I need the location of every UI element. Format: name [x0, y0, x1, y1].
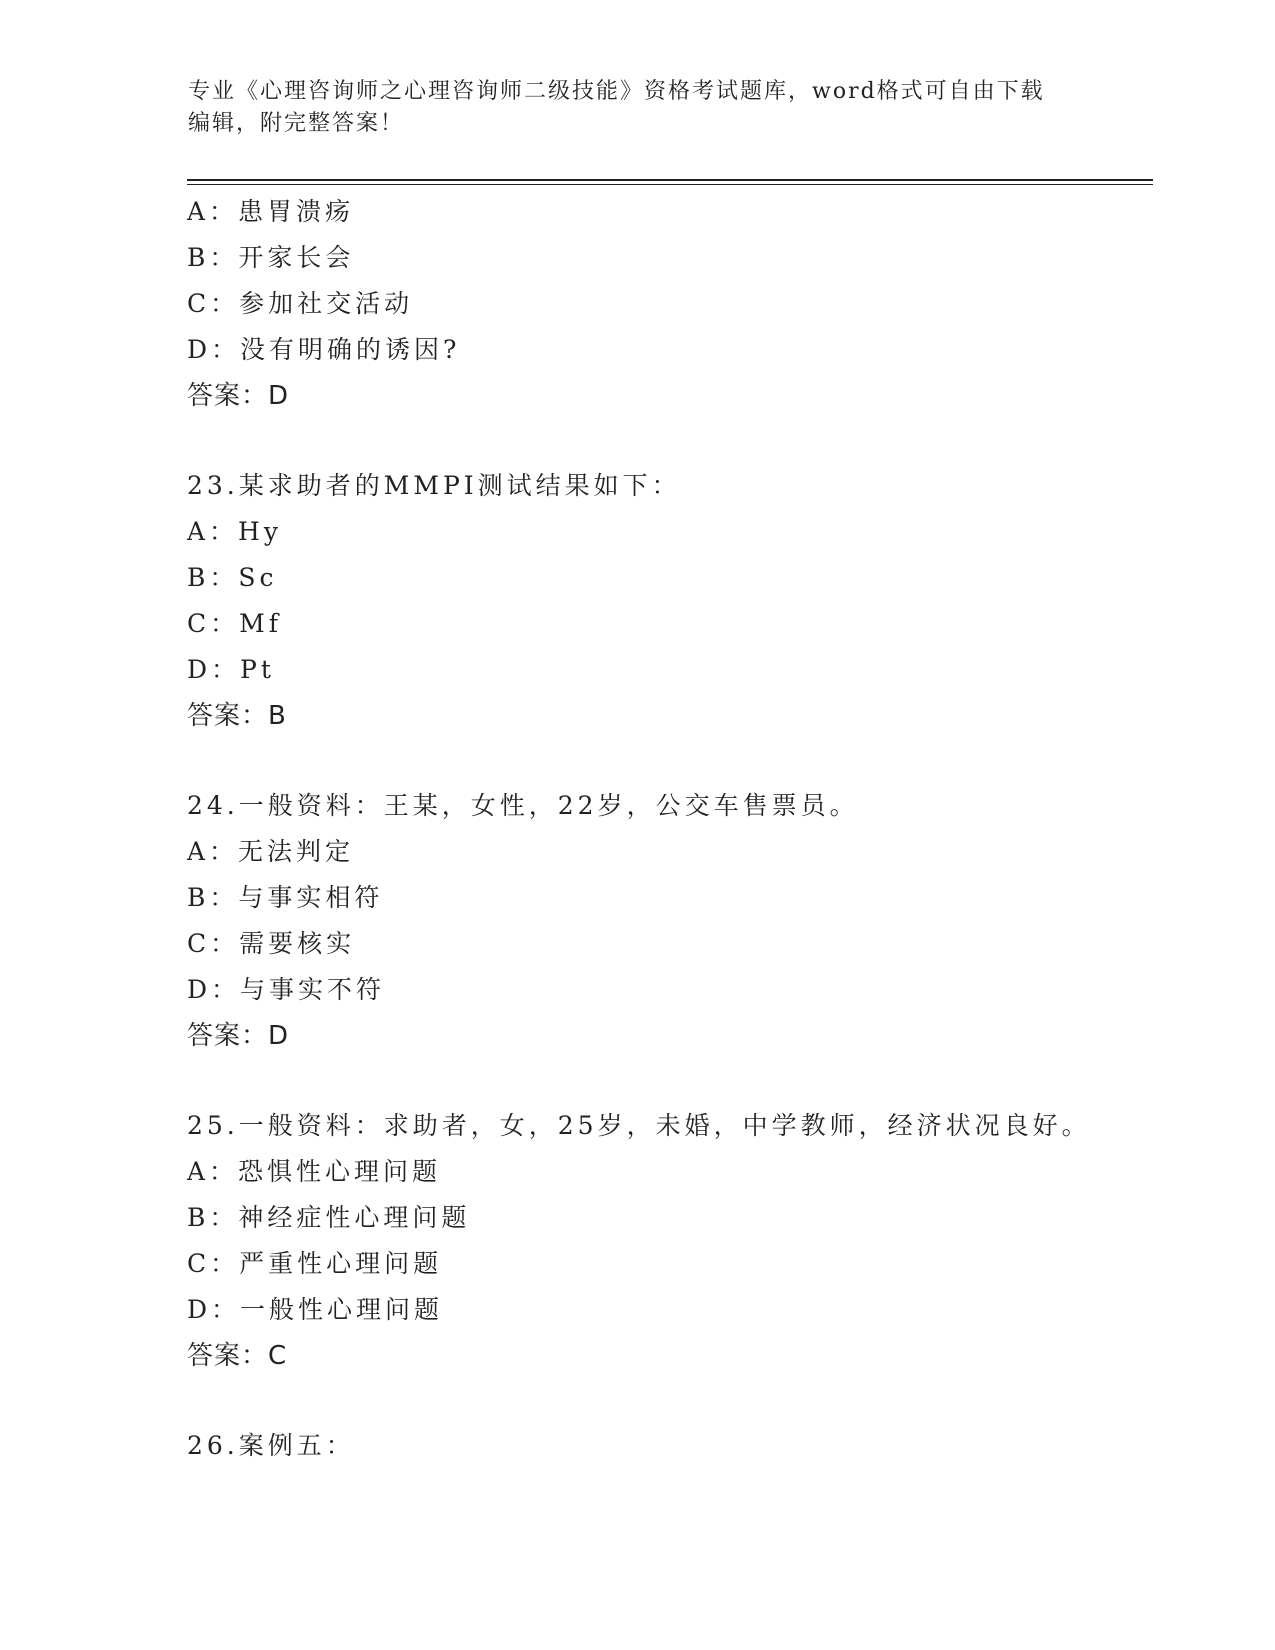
answer: 答案：D [187, 381, 290, 411]
option-b: B：与事实相符 [187, 883, 384, 912]
answer: 答案：B [187, 701, 287, 731]
header-rule-thick [187, 179, 1153, 181]
question-text: 26.案例五： [187, 1431, 355, 1460]
option-c: C：参加社交活动 [187, 289, 414, 318]
answer: 答案：C [187, 1341, 288, 1371]
option-b: B：神经症性心理问题 [187, 1203, 471, 1232]
spacer [187, 739, 1147, 783]
question-text: 23.某求助者的MMPI测试结果如下： [187, 471, 681, 500]
option-a: A：无法判定 [187, 837, 355, 866]
option-a: A：恐惧性心理问题 [187, 1157, 442, 1186]
question-text: 25.一般资料：求助者，女，25岁，未婚，中学教师，经济状况良好。 [187, 1111, 1091, 1140]
option-c: C：Mf [187, 609, 282, 638]
spacer [187, 1059, 1147, 1103]
header-rule-thin [187, 184, 1153, 185]
question-23 [187, 463, 1147, 739]
option-d: D：与事实不符 [187, 975, 386, 1004]
question-25 [187, 1103, 1147, 1379]
question-list [187, 189, 1147, 1469]
option-b: B：Sc [187, 563, 278, 592]
option-d: D：一般性心理问题 [187, 1295, 444, 1324]
question-22 [187, 189, 1147, 419]
question-24 [187, 783, 1147, 1059]
question-text: 24.一般资料：王某，女性，22岁，公交车售票员。 [187, 791, 859, 820]
option-d: D：没有明确的诱因? [187, 335, 461, 364]
header-line-1: 专业《心理咨询师之心理咨询师二级技能》资格考试题库，word格式可自由下载 [188, 79, 1045, 104]
spacer [187, 1379, 1147, 1423]
header-line-2: 编辑，附完整答案！ [188, 111, 405, 136]
option-c: C：需要核实 [187, 929, 356, 958]
option-d: D：Pt [187, 655, 275, 684]
option-a: A：患胃溃疡 [187, 197, 355, 226]
spacer [187, 419, 1147, 463]
option-c: C：严重性心理问题 [187, 1249, 443, 1278]
option-b: B：开家长会 [187, 243, 355, 272]
option-a: A：Hy [187, 517, 282, 546]
question-26 [187, 1423, 1147, 1469]
document-header [188, 76, 1088, 140]
answer: 答案：D [187, 1021, 290, 1051]
